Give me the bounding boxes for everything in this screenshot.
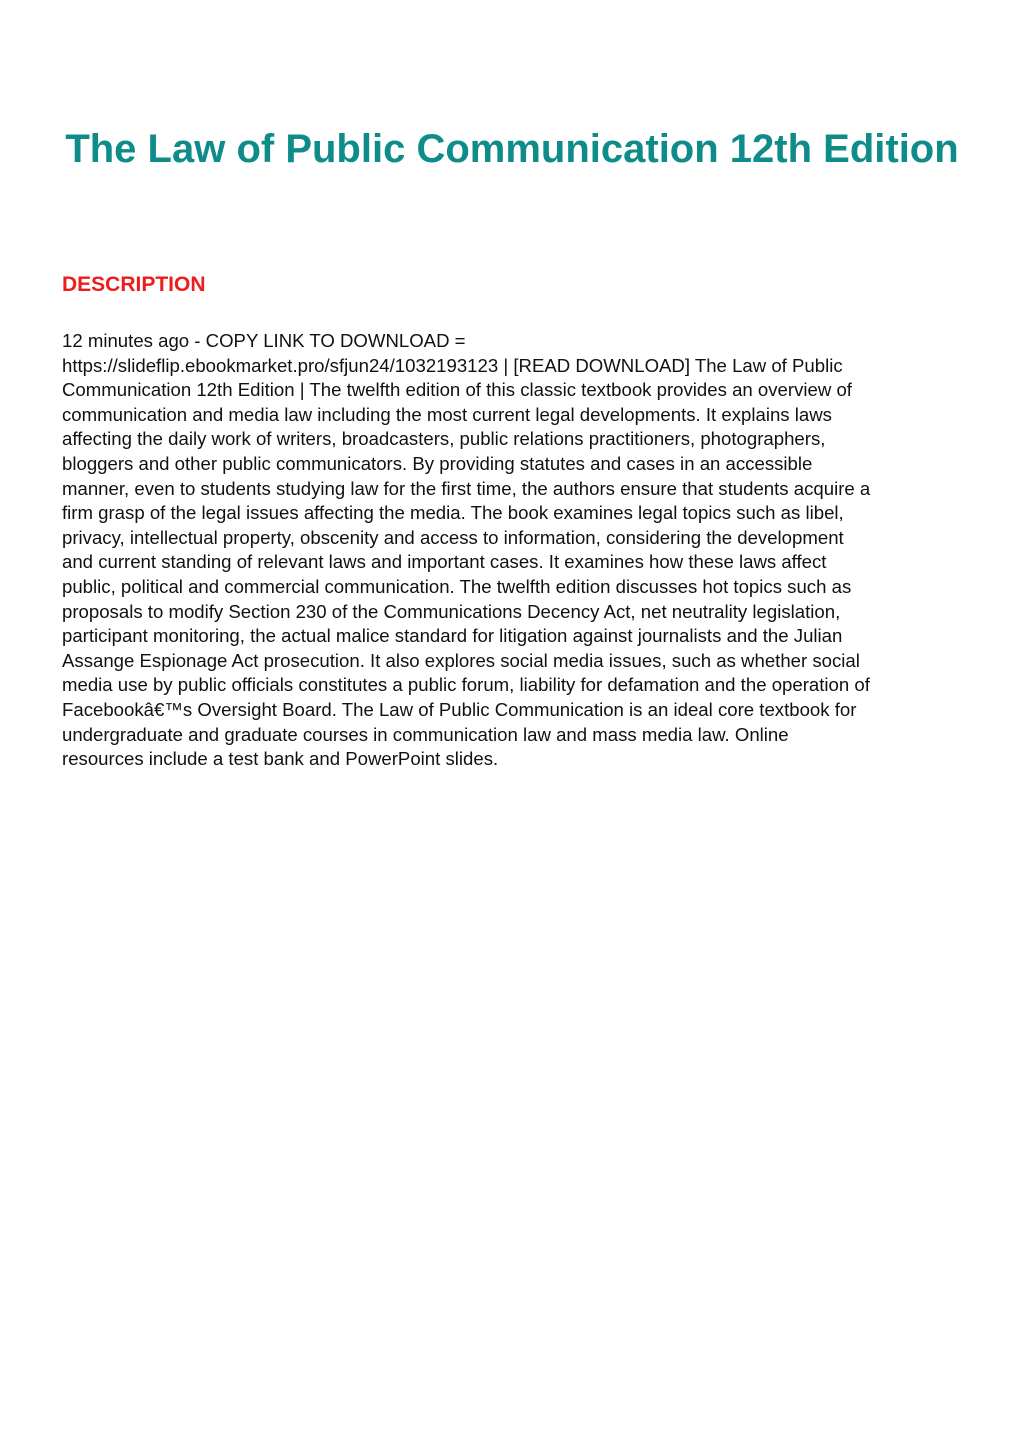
description-line: participant monitoring, the actual malice standard for litigation against journalists and the Julian [62, 625, 843, 647]
description-line: Assange Espionage Act prosecution. It also explores social media issues, such as whether social [62, 649, 860, 671]
description-line: privacy, intellectual property, obscenity and access to information, considering the development [62, 526, 844, 548]
description-line: affecting the daily work of writers, broadcasters, public relations practitioners, photographers, [62, 428, 826, 450]
description-line: firm grasp of the legal issues affecting the media. The book examines legal topics such as libel, [62, 502, 844, 524]
description-line: public, political and commercial communication. The twelfth edition discusses hot topics such as [62, 575, 852, 597]
description-line: https://slideflip.ebookmarket.pro/sfjun24/1032193123 | [READ DOWNLOAD] The Law of Public [62, 354, 843, 376]
description-line: proposals to modify Section 230 of the Communications Decency Act, net neutrality legislation, [62, 600, 841, 622]
description-line: Communication 12th Edition | The twelfth edition of this classic textbook provides an overview of [62, 379, 852, 401]
description-line: bloggers and other public communicators. By providing statutes and cases in an accessible [62, 452, 813, 474]
description-line: communication and media law including the most current legal developments. It explains laws [62, 403, 832, 425]
description-line: undergraduate and graduate courses in communication law and mass media law. Online [62, 723, 789, 745]
description-line: 12 minutes ago - COPY LINK TO DOWNLOAD = [62, 330, 466, 351]
description-line: and current standing of relevant laws and important cases. It examines how these laws affect [62, 551, 827, 573]
document-title: The Law of Public Communication 12th Edition [65, 127, 959, 171]
description-line: resources include a test bank and PowerPoint slides. [62, 748, 499, 770]
description-line: Facebookâ€™s Oversight Board. The Law of Public Communication is an ideal core textbook for [62, 698, 857, 720]
description-heading: DESCRIPTION [62, 273, 206, 296]
description-line: manner, even to students studying law for the first time, the authors ensure that students acquire a [62, 477, 871, 499]
description-body [62, 329, 967, 772]
description-line: media use by public officials constitutes a public forum, liability for defamation and the operation of [62, 674, 870, 696]
